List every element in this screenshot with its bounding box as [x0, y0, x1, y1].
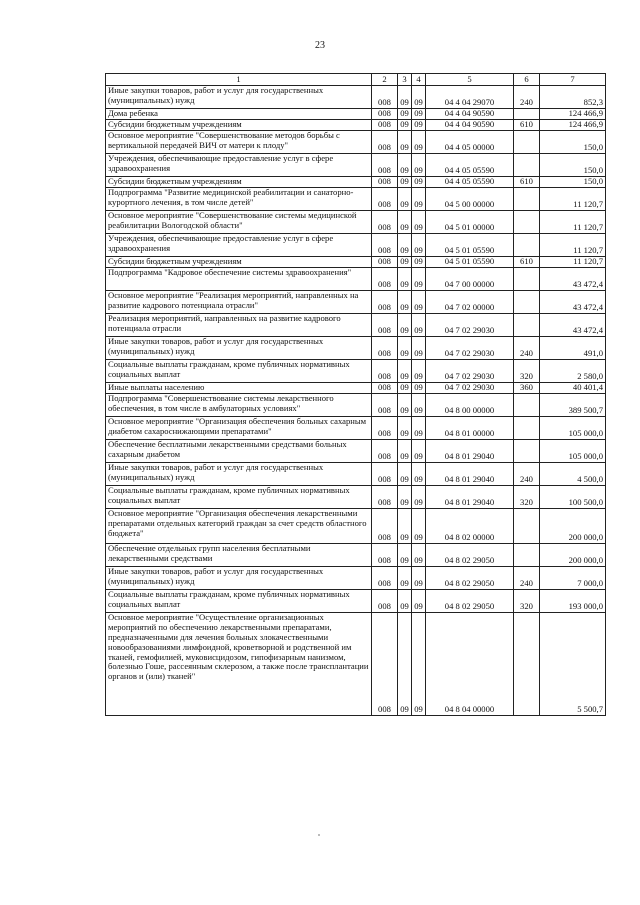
row-subsection: 09	[412, 211, 426, 234]
row-name: Социальные выплаты гражданам, кроме публичных нормативных социальных выплат	[106, 590, 372, 613]
row-target-article: 04 7 02 29030	[426, 314, 514, 337]
row-target-article: 04 7 02 29030	[426, 360, 514, 383]
row-subsection: 09	[412, 291, 426, 314]
row-subsection: 09	[412, 257, 426, 268]
table-row	[106, 440, 606, 463]
row-target-article: 04 8 04 00000	[426, 613, 514, 716]
row-target-article: 04 7 00 00000	[426, 268, 514, 291]
table-row	[106, 86, 606, 109]
row-amount: 7 000,0	[540, 567, 606, 590]
row-subsection: 09	[412, 268, 426, 291]
row-name: Подпрограмма "Совершенствование системы лекарственного обеспечения, в том числе в амбулаторных условиях"	[106, 394, 372, 417]
row-expense-type: 240	[514, 337, 540, 360]
row-subsection: 09	[412, 109, 426, 120]
row-code: 008	[372, 268, 398, 291]
row-section: 09	[398, 394, 412, 417]
table-row	[106, 613, 606, 716]
row-target-article: 04 5 00 00000	[426, 188, 514, 211]
row-section: 09	[398, 109, 412, 120]
row-section: 09	[398, 360, 412, 383]
row-section: 09	[398, 463, 412, 486]
row-target-article: 04 4 04 90590	[426, 120, 514, 131]
row-name: Субсидии бюджетным учреждениям	[106, 177, 372, 188]
row-code: 008	[372, 188, 398, 211]
row-amount: 150,0	[540, 131, 606, 154]
row-name: Иные закупки товаров, работ и услуг для государственных (муниципальных) нужд	[106, 86, 372, 109]
row-expense-type	[514, 417, 540, 440]
row-target-article: 04 7 02 29030	[426, 337, 514, 360]
row-amount: 150,0	[540, 177, 606, 188]
table-header-row	[106, 74, 606, 86]
row-code: 008	[372, 360, 398, 383]
column-header: 4	[412, 74, 426, 86]
row-expense-type: 240	[514, 86, 540, 109]
row-amount: 200 000,0	[540, 544, 606, 567]
table-row	[106, 257, 606, 268]
row-name: Дома ребенка	[106, 109, 372, 120]
row-code: 008	[372, 463, 398, 486]
row-amount: 491,0	[540, 337, 606, 360]
row-subsection: 09	[412, 177, 426, 188]
row-expense-type	[514, 188, 540, 211]
row-section: 09	[398, 188, 412, 211]
row-code: 008	[372, 154, 398, 177]
row-amount: 11 120,7	[540, 211, 606, 234]
row-name: Основное мероприятие "Совершенствование методов борьбы с вертикальной передачей ВИЧ от матери к плоду"	[106, 131, 372, 154]
row-section: 09	[398, 440, 412, 463]
table-row	[106, 268, 606, 291]
row-target-article: 04 4 05 00000	[426, 131, 514, 154]
row-section: 09	[398, 211, 412, 234]
row-amount: 43 472,4	[540, 314, 606, 337]
row-amount: 43 472,4	[540, 268, 606, 291]
row-section: 09	[398, 417, 412, 440]
row-code: 008	[372, 337, 398, 360]
row-name: Учреждения, обеспечивающие предоставление услуг в сфере здравоохранения	[106, 234, 372, 257]
row-section: 09	[398, 337, 412, 360]
row-target-article: 04 8 01 29040	[426, 486, 514, 509]
row-subsection: 09	[412, 154, 426, 177]
row-target-article: 04 8 01 29040	[426, 463, 514, 486]
row-target-article: 04 5 01 00000	[426, 211, 514, 234]
row-subsection: 09	[412, 567, 426, 590]
row-amount: 2 580,0	[540, 360, 606, 383]
row-code: 008	[372, 177, 398, 188]
column-header: 7	[540, 74, 606, 86]
table-row	[106, 394, 606, 417]
row-section: 09	[398, 154, 412, 177]
row-target-article: 04 7 02 00000	[426, 291, 514, 314]
row-expense-type: 320	[514, 360, 540, 383]
row-subsection: 09	[412, 544, 426, 567]
row-target-article: 04 8 02 29050	[426, 567, 514, 590]
row-name: Подпрограмма "Кадровое обеспечение системы здравоохранения"	[106, 268, 372, 291]
row-expense-type: 240	[514, 463, 540, 486]
row-code: 008	[372, 613, 398, 716]
row-name: Реализация мероприятий, направленных на развитие кадрового потенциала отрасли	[106, 314, 372, 337]
table-row	[106, 509, 606, 544]
row-target-article: 04 8 00 00000	[426, 394, 514, 417]
row-subsection: 09	[412, 337, 426, 360]
row-amount: 124 466,9	[540, 120, 606, 131]
row-amount: 200 000,0	[540, 509, 606, 544]
row-code: 008	[372, 211, 398, 234]
row-target-article: 04 4 05 05590	[426, 177, 514, 188]
row-subsection: 09	[412, 440, 426, 463]
row-code: 008	[372, 131, 398, 154]
row-code: 008	[372, 509, 398, 544]
row-code: 008	[372, 291, 398, 314]
budget-table	[105, 73, 606, 716]
table-row	[106, 211, 606, 234]
row-expense-type	[514, 131, 540, 154]
page-number: 23	[315, 40, 325, 51]
row-expense-type: 610	[514, 120, 540, 131]
row-expense-type	[514, 109, 540, 120]
row-subsection: 09	[412, 360, 426, 383]
row-expense-type: 610	[514, 177, 540, 188]
row-target-article: 04 8 02 00000	[426, 509, 514, 544]
row-name: Социальные выплаты гражданам, кроме публичных нормативных социальных выплат	[106, 486, 372, 509]
row-code: 008	[372, 590, 398, 613]
row-section: 09	[398, 509, 412, 544]
row-expense-type: 240	[514, 567, 540, 590]
table-row	[106, 234, 606, 257]
table-row	[106, 120, 606, 131]
table-row	[106, 154, 606, 177]
row-target-article: 04 4 05 05590	[426, 154, 514, 177]
row-target-article: 04 4 04 90590	[426, 109, 514, 120]
row-subsection: 09	[412, 394, 426, 417]
column-header: 3	[398, 74, 412, 86]
row-code: 008	[372, 486, 398, 509]
row-code: 008	[372, 86, 398, 109]
row-code: 008	[372, 109, 398, 120]
row-target-article: 04 7 02 29030	[426, 383, 514, 394]
row-section: 09	[398, 86, 412, 109]
row-code: 008	[372, 120, 398, 131]
row-name: Обеспечение бесплатными лекарственными средствами больных сахарным диабетом	[106, 440, 372, 463]
row-code: 008	[372, 394, 398, 417]
row-name: Иные закупки товаров, работ и услуг для государственных (муниципальных) нужд	[106, 463, 372, 486]
row-expense-type: 320	[514, 486, 540, 509]
row-section: 09	[398, 590, 412, 613]
row-target-article: 04 5 01 05590	[426, 257, 514, 268]
table-row	[106, 177, 606, 188]
row-target-article: 04 8 01 29040	[426, 440, 514, 463]
row-subsection: 09	[412, 613, 426, 716]
table-row	[106, 486, 606, 509]
table-row	[106, 383, 606, 394]
row-section: 09	[398, 314, 412, 337]
row-section: 09	[398, 257, 412, 268]
row-expense-type	[514, 234, 540, 257]
row-name: Иные закупки товаров, работ и услуг для государственных (муниципальных) нужд	[106, 337, 372, 360]
row-subsection: 09	[412, 463, 426, 486]
row-subsection: 09	[412, 509, 426, 544]
table-row	[106, 590, 606, 613]
table-row	[106, 463, 606, 486]
row-amount: 11 120,7	[540, 188, 606, 211]
row-target-article: 04 5 01 05590	[426, 234, 514, 257]
row-expense-type	[514, 544, 540, 567]
row-section: 09	[398, 383, 412, 394]
row-expense-type: 320	[514, 590, 540, 613]
row-amount: 11 120,7	[540, 234, 606, 257]
table-row	[106, 131, 606, 154]
table-row	[106, 544, 606, 567]
row-name: Иные закупки товаров, работ и услуг для государственных (муниципальных) нужд	[106, 567, 372, 590]
row-section: 09	[398, 486, 412, 509]
row-section: 09	[398, 613, 412, 716]
row-amount: 105 000,0	[540, 440, 606, 463]
row-target-article: 04 8 02 29050	[426, 590, 514, 613]
row-amount: 150,0	[540, 154, 606, 177]
row-name: Основное мероприятие "Совершенствование системы медицинской реабилитации Вологодской области"	[106, 211, 372, 234]
row-section: 09	[398, 131, 412, 154]
row-subsection: 09	[412, 188, 426, 211]
row-name: Учреждения, обеспечивающие предоставление услуг в сфере здравоохранения	[106, 154, 372, 177]
row-amount: 193 000,0	[540, 590, 606, 613]
row-expense-type	[514, 314, 540, 337]
row-target-article: 04 8 01 00000	[426, 417, 514, 440]
row-amount: 5 500,7	[540, 613, 606, 716]
row-subsection: 09	[412, 120, 426, 131]
column-header: 1	[106, 74, 372, 86]
row-name: Основное мероприятие "Осуществление организационных мероприятий по обеспечению лекарственными препаратами, предназначенными для лечения больных злокачественными новообразованиями лимфоидной, кроветворной и родственной им тканей, гемофилией, муковисцидозом, гипофизарным нанизмом, болезнью Гоше, рассеянным склерозом, а также после трансплантации органов и (или) тканей"	[106, 613, 372, 716]
row-subsection: 09	[412, 234, 426, 257]
row-subsection: 09	[412, 314, 426, 337]
row-section: 09	[398, 120, 412, 131]
row-amount: 40 401,4	[540, 383, 606, 394]
column-header: 2	[372, 74, 398, 86]
row-section: 09	[398, 544, 412, 567]
row-expense-type	[514, 154, 540, 177]
row-expense-type	[514, 211, 540, 234]
row-section: 09	[398, 234, 412, 257]
table-row	[106, 417, 606, 440]
table-row	[106, 109, 606, 120]
table-row	[106, 567, 606, 590]
table-row	[106, 291, 606, 314]
column-header: 6	[514, 74, 540, 86]
row-name: Основное мероприятие "Организация обеспечения больных сахарным диабетом сахароснижающими препаратами"	[106, 417, 372, 440]
row-target-article: 04 8 02 29050	[426, 544, 514, 567]
row-amount: 124 466,9	[540, 109, 606, 120]
row-expense-type	[514, 509, 540, 544]
row-expense-type	[514, 394, 540, 417]
row-subsection: 09	[412, 86, 426, 109]
row-code: 008	[372, 440, 398, 463]
row-expense-type	[514, 268, 540, 291]
row-expense-type: 610	[514, 257, 540, 268]
row-code: 008	[372, 544, 398, 567]
table-row	[106, 360, 606, 383]
scan-speck	[318, 834, 320, 836]
row-name: Субсидии бюджетным учреждениям	[106, 257, 372, 268]
row-code: 008	[372, 257, 398, 268]
row-amount: 105 000,0	[540, 417, 606, 440]
row-subsection: 09	[412, 131, 426, 154]
row-amount: 4 500,0	[540, 463, 606, 486]
row-expense-type	[514, 613, 540, 716]
row-subsection: 09	[412, 417, 426, 440]
row-amount: 389 500,7	[540, 394, 606, 417]
row-amount: 11 120,7	[540, 257, 606, 268]
column-header: 5	[426, 74, 514, 86]
row-code: 008	[372, 383, 398, 394]
row-name: Иные выплаты населению	[106, 383, 372, 394]
row-amount: 43 472,4	[540, 291, 606, 314]
row-section: 09	[398, 177, 412, 188]
row-name: Подпрограмма "Развитие медицинской реабилитации и санаторно-курортного лечения, в том числе детей"	[106, 188, 372, 211]
row-name: Социальные выплаты гражданам, кроме публичных нормативных социальных выплат	[106, 360, 372, 383]
row-expense-type	[514, 440, 540, 463]
row-name: Основное мероприятие "Организация обеспечения лекарственными препаратами отдельных категорий граждан за счет средств областного бюджета"	[106, 509, 372, 544]
row-subsection: 09	[412, 383, 426, 394]
row-name: Субсидии бюджетным учреждениям	[106, 120, 372, 131]
row-amount: 100 500,0	[540, 486, 606, 509]
row-subsection: 09	[412, 590, 426, 613]
row-code: 008	[372, 567, 398, 590]
row-expense-type	[514, 291, 540, 314]
table-row	[106, 337, 606, 360]
row-name: Обеспечение отдельных групп населения бесплатными лекарственными средствами	[106, 544, 372, 567]
row-code: 008	[372, 314, 398, 337]
row-amount: 852,3	[540, 86, 606, 109]
row-section: 09	[398, 567, 412, 590]
row-target-article: 04 4 04 29070	[426, 86, 514, 109]
row-code: 008	[372, 234, 398, 257]
row-expense-type: 360	[514, 383, 540, 394]
row-code: 008	[372, 417, 398, 440]
table-row	[106, 314, 606, 337]
row-section: 09	[398, 291, 412, 314]
row-section: 09	[398, 268, 412, 291]
row-subsection: 09	[412, 486, 426, 509]
table-row	[106, 188, 606, 211]
row-name: Основное мероприятие "Реализация мероприятий, направленных на развитие кадрового потенциала отрасли"	[106, 291, 372, 314]
